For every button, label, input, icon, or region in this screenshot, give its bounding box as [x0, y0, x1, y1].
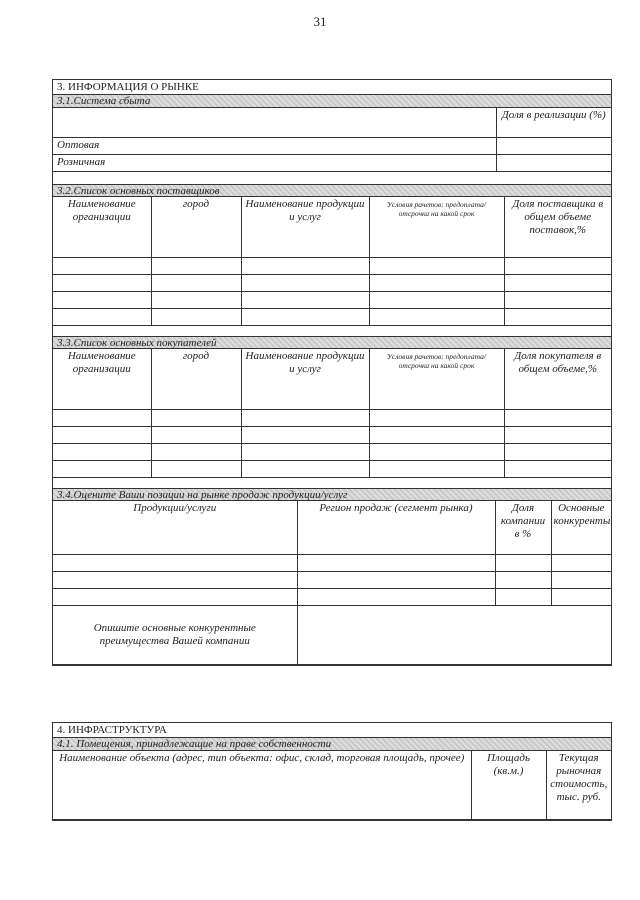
table-cell[interactable]	[495, 572, 551, 589]
supplier-share-header: Доля поставщика в общем объеме поставок,%	[504, 197, 611, 258]
company-share-header: Доля компании в %	[495, 501, 551, 555]
table-cell[interactable]	[504, 443, 611, 460]
market-position-table	[53, 501, 611, 666]
table-cell[interactable]	[504, 292, 611, 309]
table-cell[interactable]	[369, 443, 504, 460]
owned-premises-table	[53, 751, 611, 820]
supplier-product-header: Наименование продукции и услуг	[241, 197, 369, 258]
sales-empty-header	[53, 108, 496, 137]
table-cell[interactable]	[241, 309, 369, 326]
main-competitors-header: Основные конкуренты	[551, 501, 611, 555]
competitive-advantages-label: Опишите основные конкурентные преимущества Вашей компании	[53, 606, 297, 665]
buyer-product-header: Наименование продукции и услуг	[241, 349, 369, 409]
table-cell[interactable]	[151, 409, 241, 426]
table-cell[interactable]	[504, 460, 611, 477]
table-cell[interactable]	[551, 555, 611, 572]
section-3-title: 3. ИНФОРМАЦИЯ О РЫНКЕ	[53, 80, 611, 95]
table-cell[interactable]	[369, 460, 504, 477]
table-cell[interactable]	[369, 309, 504, 326]
table-cell[interactable]	[504, 409, 611, 426]
table-cell[interactable]	[53, 292, 151, 309]
table-cell[interactable]	[53, 460, 151, 477]
table-cell[interactable]	[495, 589, 551, 606]
table-cell[interactable]	[241, 460, 369, 477]
object-name-header: Наименование объекта (адрес, тип объекта: офис, склад, торговая площадь, прочее)	[53, 751, 471, 819]
area-header: Площадь (кв.м.)	[471, 751, 546, 819]
table-cell[interactable]	[369, 409, 504, 426]
supplier-terms-header: Условия рачетов: предоплата/ отсрочка на какой срок	[369, 197, 504, 258]
subsection-3-3-title: 3.3.Список основных покупателей	[53, 336, 611, 349]
buyer-share-header: Доля покупателя в общем объеме,%	[504, 349, 611, 409]
table-cell[interactable]	[53, 555, 297, 572]
table-cell[interactable]	[241, 426, 369, 443]
spacer	[53, 172, 611, 184]
table-cell[interactable]	[495, 555, 551, 572]
sales-system-table	[53, 108, 611, 172]
table-cell[interactable]	[551, 589, 611, 606]
infrastructure-section	[52, 722, 612, 821]
table-cell[interactable]	[241, 443, 369, 460]
products-header: Продукции/услуги	[53, 501, 297, 555]
supplier-city-header: город	[151, 197, 241, 258]
table-cell[interactable]	[369, 258, 504, 275]
table-cell[interactable]	[297, 555, 495, 572]
share-in-sales-header: Доля в реализации (%)	[496, 108, 611, 137]
table-cell[interactable]	[53, 258, 151, 275]
buyer-terms-header: Условия рачетов: предоплата/ отсрочка на какой срок	[369, 349, 504, 409]
table-cell[interactable]	[53, 426, 151, 443]
table-cell[interactable]	[369, 292, 504, 309]
wholesale-share-field[interactable]	[496, 137, 611, 154]
table-cell[interactable]	[241, 258, 369, 275]
table-cell[interactable]	[53, 409, 151, 426]
table-cell[interactable]	[151, 258, 241, 275]
competitive-advantages-field[interactable]	[297, 606, 611, 665]
table-cell[interactable]	[504, 309, 611, 326]
table-cell[interactable]	[241, 292, 369, 309]
table-cell[interactable]	[551, 572, 611, 589]
sales-region-header: Регион продаж (сегмент рынка)	[297, 501, 495, 555]
table-cell[interactable]	[53, 443, 151, 460]
table-cell[interactable]	[53, 309, 151, 326]
table-cell[interactable]	[504, 275, 611, 292]
table-cell[interactable]	[53, 572, 297, 589]
table-cell[interactable]	[297, 589, 495, 606]
table-cell[interactable]	[53, 589, 297, 606]
table-cell[interactable]	[241, 409, 369, 426]
table-cell[interactable]	[504, 258, 611, 275]
section-4-title: 4. ИНФРАСТРУКТУРА	[53, 723, 611, 738]
page-number: 31	[313, 14, 327, 29]
table-cell[interactable]	[241, 275, 369, 292]
spacer	[53, 478, 611, 488]
buyers-table	[53, 349, 611, 478]
table-cell[interactable]	[504, 426, 611, 443]
retail-share-field[interactable]	[496, 154, 611, 171]
table-cell[interactable]	[151, 426, 241, 443]
wholesale-label: Оптовая	[53, 137, 496, 154]
table-cell[interactable]	[369, 426, 504, 443]
table-cell[interactable]	[297, 572, 495, 589]
buyer-city-header: город	[151, 349, 241, 409]
buyer-org-header: Наименование организации	[53, 349, 151, 409]
table-cell[interactable]	[151, 275, 241, 292]
retail-label: Розничная	[53, 154, 496, 171]
table-cell[interactable]	[151, 460, 241, 477]
subsection-3-2-title: 3.2.Список основных поставщиков	[53, 184, 611, 197]
table-cell[interactable]	[151, 443, 241, 460]
subsection-3-1-title: 3.1.Система сбыта	[53, 95, 611, 108]
table-cell[interactable]	[369, 275, 504, 292]
market-info-section	[52, 79, 612, 666]
spacer	[53, 326, 611, 336]
subsection-4-1-title: 4.1. Помещения, принадлежащие на праве собственности	[53, 738, 611, 751]
table-cell[interactable]	[53, 275, 151, 292]
subsection-3-4-title: 3.4.Оцените Ваши позиции на рынке продаж продукции/услуг	[53, 488, 611, 501]
table-cell[interactable]	[151, 292, 241, 309]
supplier-org-header: Наименование организации	[53, 197, 151, 258]
suppliers-table	[53, 197, 611, 327]
table-cell[interactable]	[151, 309, 241, 326]
market-value-header: Текущая рыночная стоимость, тыс. руб.	[546, 751, 611, 819]
